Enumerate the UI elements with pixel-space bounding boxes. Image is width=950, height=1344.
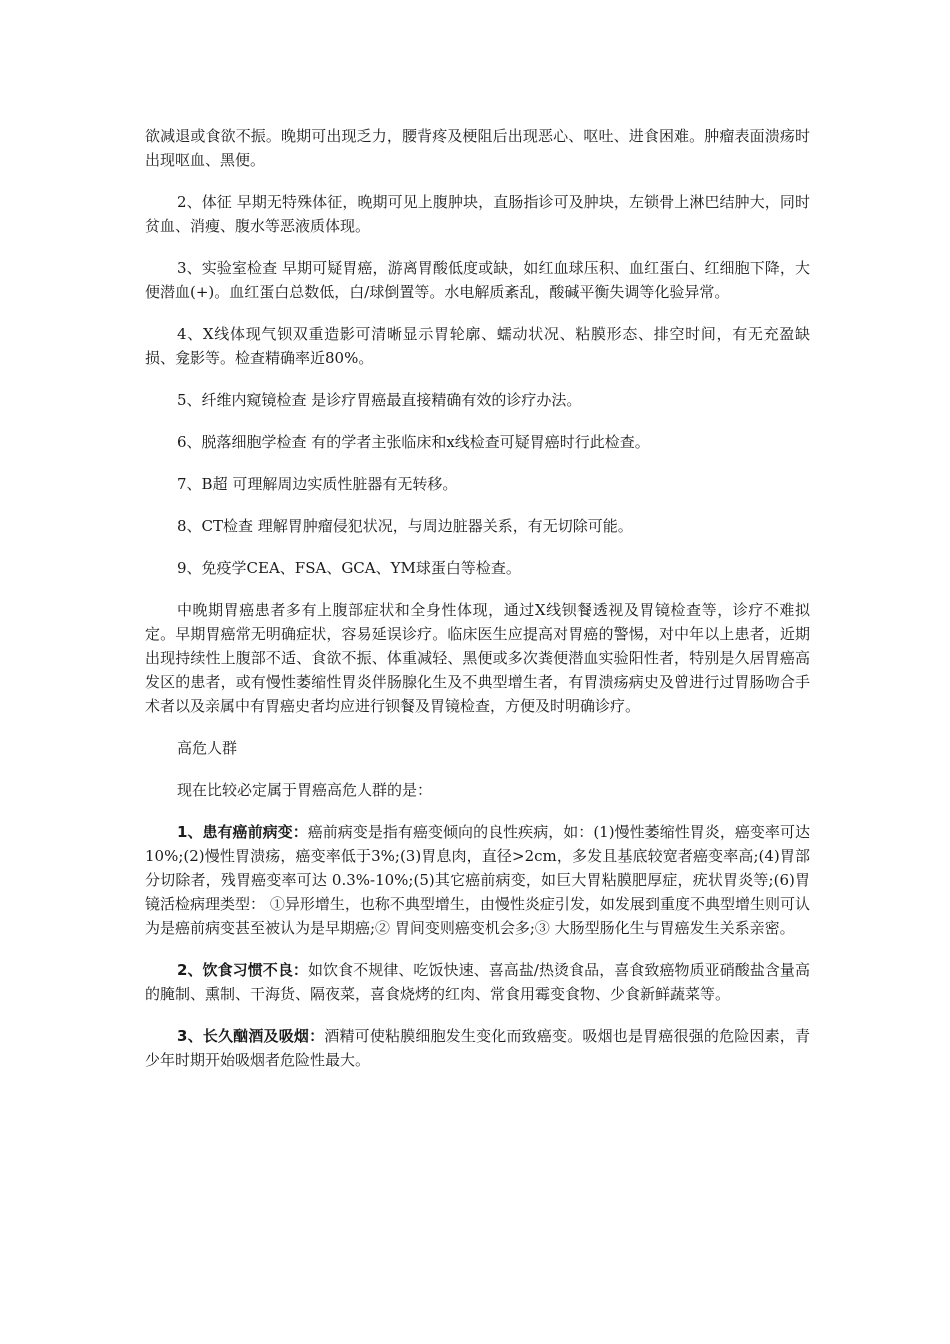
paragraph-endoscopy: 5、纤维内窥镜检查 是诊疗胃癌最直接精确有效的诊疗办法。	[177, 391, 582, 409]
paragraph-cytology: 6、脱落细胞学检查 有的学者主张临床和x线检查可疑胃癌时行此检查。	[177, 433, 650, 451]
paragraph-xray: 4、X线体现气钡双重造影可清晰显示胃轮廓、蠕动状况、粘膜形态、排空时间，有无充盈缺损、龛影等。检查精确率近80%。	[145, 325, 810, 367]
risk-item-text: 癌前病变是指有癌变倾向的良性疾病，如：(1)慢性萎缩性胃炎，癌变率可达 10%;(2)慢性胃溃疡，癌变率低于3%;(3)胃息肉，直径>2cm，多发且基底较宽者癌变率高;(4)胃部分切除者，残胃癌变率可达 0.3%-10%;(5)其它癌前病变，如巨大胃粘膜肥厚症，疣状胃炎等;(6)胃镜活检病理类型： ①异形增生，也称不典型增生，由慢性炎症引发，如发展到重度不典型增生则可认为是癌前病变甚至被认为是早期癌;② 胃间变则癌变机会多;③ 大肠型肠化生与胃癌发生关系亲密。	[145, 823, 810, 937]
paragraph-signs: 2、体征 早期无特殊体征，晚期可见上腹肿块，直肠指诊可及肿块，左锁骨上淋巴结肿大，同时贫血、消瘦、腹水等恶液质体现。	[145, 193, 810, 235]
risk-item-text: 如饮食不规律、吃饭快速、喜高盐/热烫食品，喜食致癌物质亚硝酸盐含量高的腌制、熏制、干海货、隔夜菜，喜食烧烤的红肉、常食用霉变食物、少食新鲜蔬菜等。	[145, 961, 810, 1003]
risk-item-label: 3、长久酗酒及吸烟：	[177, 1027, 325, 1045]
paragraph-lab-tests: 3、实验室检查 早期可疑胃癌，游离胃酸低度或缺，如红血球压积、血红蛋白、红细胞下降，大便潜血(+)。血红蛋白总数低，白/球倒置等。水电解质紊乱，酸碱平衡失调等化验异常。	[145, 259, 810, 301]
risk-item-diet	[145, 958, 810, 1006]
paragraph-high-risk-intro: 现在比较必定属于胃癌高危人群的是：	[177, 781, 433, 799]
section-heading-high-risk: 高危人群	[177, 739, 238, 757]
risk-item-text: 酒精可使粘膜细胞发生变化而致癌变。吸烟也是胃癌很强的危险因素，青少年时期开始吸烟者危险性最大。	[145, 1027, 810, 1069]
document-page	[145, 124, 810, 1090]
paragraph-symptoms-continued: 欲减退或食欲不振。晚期可出现乏力，腰背疼及梗阻后出现恶心、呕吐、进食困难。肿瘤表面溃疡时出现呕血、黑便。	[145, 127, 810, 169]
risk-item-label: 2、饮食习惯不良：	[177, 961, 308, 979]
paragraph-diagnosis-summary: 中晚期胃癌患者多有上腹部症状和全身性体现，通过X线钡餐透视及胃镜检查等，诊疗不难拟定。早期胃癌常无明确症状，容易延误诊疗。临床医生应提高对胃癌的警惕，对中年以上患者，近期出现持续性上腹部不适、食欲不振、体重减轻、黑便或多次粪便潜血实验阳性者，特别是久居胃癌高发区的患者，或有慢性萎缩性胃炎伴肠腺化生及不典型增生者，有胃溃疡病史及曾进行过胃肠吻合手术者以及亲属中有胃癌史者均应进行钡餐及胃镜检查，方便及时明确诊疗。	[145, 601, 810, 715]
risk-item-alcohol-smoking	[145, 1024, 810, 1072]
risk-item-label: 1、患有癌前病变：	[177, 823, 308, 841]
paragraph-immunology: 9、免疫学CEA、FSA、GCA、YM球蛋白等检查。	[177, 559, 521, 577]
paragraph-ct: 8、CT检查 理解胃肿瘤侵犯状况，与周边脏器关系，有无切除可能。	[177, 517, 633, 535]
paragraph-ultrasound: 7、B超 可理解周边实质性脏器有无转移。	[177, 475, 458, 493]
risk-item-precancerous	[145, 820, 810, 940]
